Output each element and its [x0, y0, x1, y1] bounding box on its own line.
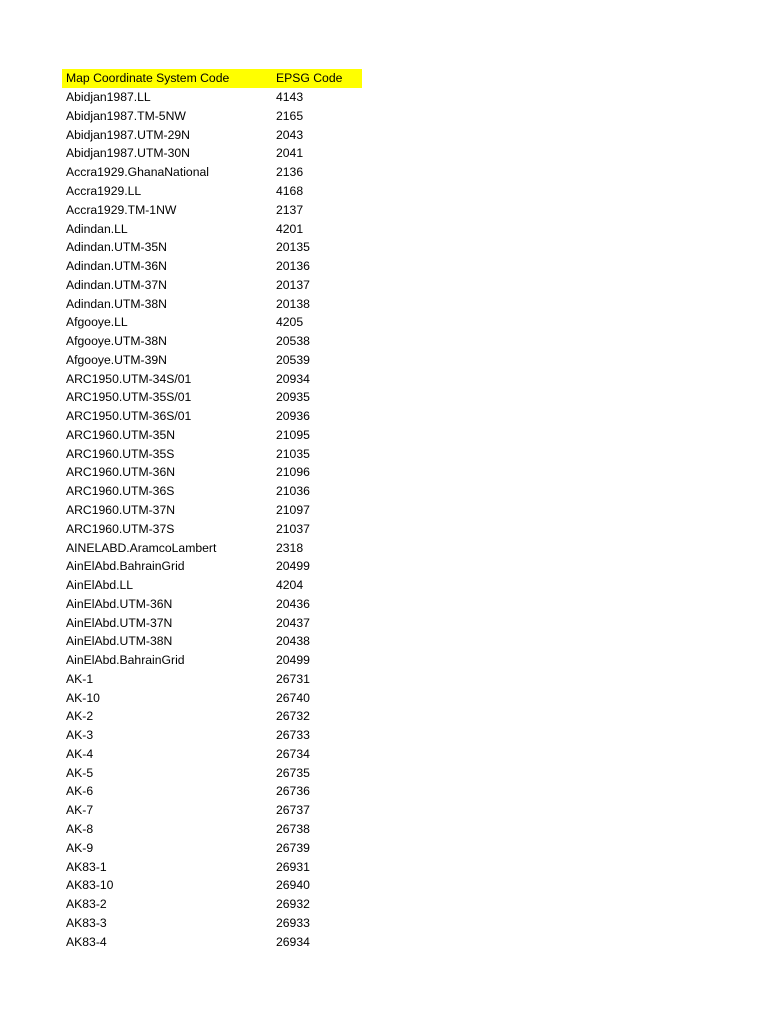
epsg-code-cell: 26737	[276, 803, 310, 818]
coordinate-system-code-cell: ARC1960.UTM-35S	[66, 446, 175, 461]
epsg-code-cell: 20438	[276, 634, 310, 649]
epsg-code-cell: 4205	[276, 315, 304, 330]
epsg-code-cell: 26739	[276, 840, 310, 855]
epsg-code-cell: 26732	[276, 709, 310, 724]
epsg-code-cell: 26735	[276, 765, 310, 780]
coordinate-system-code-cell: ARC1950.UTM-35S/01	[66, 390, 192, 405]
coordinate-system-code-cell: Accra1929.TM-1NW	[66, 202, 177, 217]
coordinate-system-code-cell: AK83-1	[66, 859, 107, 874]
coordinate-system-code-cell: ARC1960.UTM-36N	[66, 465, 176, 480]
coordinate-system-code-cell: AinElAbd.UTM-38N	[66, 634, 173, 649]
table-row	[62, 820, 362, 839]
coordinate-system-table	[62, 69, 362, 951]
coordinate-system-code-cell: AK-7	[66, 803, 94, 818]
table-row	[62, 913, 362, 932]
coordinate-system-code-cell: AK-6	[66, 784, 94, 799]
coordinate-system-code-cell: AK83-2	[66, 897, 107, 912]
epsg-code-cell: 20135	[276, 240, 310, 255]
table-row	[62, 576, 362, 595]
table-row	[62, 838, 362, 857]
coordinate-system-code-cell: Abidjan1987.LL	[66, 90, 151, 105]
epsg-code-cell: 4143	[276, 90, 304, 105]
table-row	[62, 200, 362, 219]
table-row	[62, 726, 362, 745]
epsg-code-cell: 20436	[276, 596, 310, 611]
epsg-code-cell: 26731	[276, 671, 310, 686]
coordinate-system-code-cell: Abidjan1987.UTM-29N	[66, 127, 190, 142]
epsg-code-cell: 21035	[276, 446, 310, 461]
coordinate-system-code-cell: Accra1929.LL	[66, 183, 142, 198]
coordinate-system-code-cell: ARC1950.UTM-34S/01	[66, 371, 192, 386]
table-row	[62, 426, 362, 445]
epsg-code-cell: 20138	[276, 296, 310, 311]
coordinate-system-code-cell: AinElAbd.UTM-36N	[66, 596, 173, 611]
coordinate-system-code-cell: AK83-4	[66, 934, 107, 949]
epsg-code-cell: 20499	[276, 559, 310, 574]
table-row	[62, 369, 362, 388]
table-row	[62, 144, 362, 163]
table-row	[62, 594, 362, 613]
table-row	[62, 107, 362, 126]
coordinate-system-code-cell: AK-10	[66, 690, 100, 705]
epsg-code-cell: 26940	[276, 878, 310, 893]
table-row	[62, 163, 362, 182]
table-row	[62, 407, 362, 426]
table-row	[62, 332, 362, 351]
epsg-code-cell: 26933	[276, 915, 310, 930]
epsg-code-cell: 2165	[276, 108, 304, 123]
coordinate-system-code-cell: AK-5	[66, 765, 94, 780]
coordinate-system-code-cell: ARC1960.UTM-37S	[66, 521, 175, 536]
coordinate-system-code-cell: AinElAbd.BahrainGrid	[66, 653, 185, 668]
table-row	[62, 519, 362, 538]
table-row	[62, 763, 362, 782]
epsg-code-cell: 2136	[276, 165, 304, 180]
coordinate-system-code-cell: ARC1960.UTM-35N	[66, 427, 176, 442]
epsg-code-cell: 20538	[276, 334, 310, 349]
table-row	[62, 688, 362, 707]
epsg-code-cell: 21036	[276, 484, 310, 499]
table-row	[62, 275, 362, 294]
epsg-code-cell: 2137	[276, 202, 304, 217]
epsg-code-cell: 4168	[276, 183, 304, 198]
epsg-code-cell: 26931	[276, 859, 310, 874]
coordinate-system-code-cell: AK-3	[66, 728, 94, 743]
epsg-code-cell: 2041	[276, 146, 304, 161]
table-row	[62, 501, 362, 520]
table-row	[62, 219, 362, 238]
coordinate-system-code-cell: Afgooye.UTM-39N	[66, 352, 167, 367]
table-row	[62, 482, 362, 501]
epsg-code-cell: 26738	[276, 822, 310, 836]
table-row	[62, 895, 362, 914]
coordinate-system-code-cell: ARC1950.UTM-36S/01	[66, 409, 192, 424]
coordinate-system-code-cell: ARC1960.UTM-37N	[66, 502, 176, 517]
epsg-code-cell: 26934	[276, 934, 310, 949]
epsg-code-cell: 2043	[276, 127, 304, 142]
epsg-code-cell: 21095	[276, 427, 310, 442]
table-row	[62, 857, 362, 876]
table-row	[62, 350, 362, 369]
table-row	[62, 782, 362, 801]
coordinate-system-code-cell: AINELABD.AramcoLambert	[66, 540, 217, 555]
epsg-code-cell: 20935	[276, 390, 310, 405]
table-row	[62, 745, 362, 764]
table-row	[62, 313, 362, 332]
epsg-code-cell: 20437	[276, 615, 310, 630]
table-row	[62, 538, 362, 557]
table-row	[62, 707, 362, 726]
table-row	[62, 88, 362, 107]
table-row	[62, 125, 362, 144]
coordinate-system-code-cell: Accra1929.GhanaNational	[66, 165, 209, 180]
coordinate-system-code-cell: AinElAbd.UTM-37N	[66, 615, 173, 630]
coordinate-system-code-cell: Adindan.UTM-37N	[66, 277, 167, 292]
coordinate-system-code-cell: Abidjan1987.UTM-30N	[66, 146, 190, 161]
epsg-code-cell: 21097	[276, 502, 310, 517]
table-row	[62, 651, 362, 670]
epsg-code-cell: 21096	[276, 465, 310, 480]
coordinate-system-code-cell: Afgooye.LL	[66, 315, 128, 330]
header-epsg-cell: EPSG Code	[276, 71, 343, 86]
coordinate-system-code-cell: AK-1	[66, 671, 94, 686]
table-row	[62, 632, 362, 651]
table-header-row	[62, 69, 362, 88]
coordinate-system-code-cell: Adindan.UTM-36N	[66, 259, 167, 274]
coordinate-system-code-cell: AK-9	[66, 840, 94, 855]
coordinate-system-code-cell: AK-8	[66, 822, 94, 836]
epsg-code-cell: 2318	[276, 540, 304, 555]
epsg-code-cell: 20539	[276, 352, 310, 367]
epsg-code-cell: 26736	[276, 784, 310, 799]
table-row	[62, 463, 362, 482]
table-body	[62, 88, 362, 951]
coordinate-system-code-cell: Abidjan1987.TM-5NW	[66, 108, 186, 123]
epsg-code-cell: 20499	[276, 653, 310, 668]
table-row	[62, 613, 362, 632]
table-row	[62, 444, 362, 463]
epsg-code-cell: 21037	[276, 521, 310, 536]
table-row	[62, 932, 362, 951]
table-row	[62, 257, 362, 276]
table-row	[62, 876, 362, 895]
epsg-code-cell: 26932	[276, 897, 310, 912]
table-row	[62, 670, 362, 689]
table-row	[62, 294, 362, 313]
epsg-code-cell: 26740	[276, 690, 310, 705]
table-row	[62, 388, 362, 407]
coordinate-system-code-cell: AK-4	[66, 746, 94, 761]
epsg-code-cell: 26734	[276, 746, 310, 761]
coordinate-system-code-cell: ARC1960.UTM-36S	[66, 484, 175, 499]
coordinate-system-code-cell: AK83-10	[66, 878, 114, 893]
epsg-code-cell: 20934	[276, 371, 310, 386]
coordinate-system-code-cell: AinElAbd.BahrainGrid	[66, 559, 185, 574]
coordinate-system-code-cell: Adindan.UTM-38N	[66, 296, 167, 311]
coordinate-system-code-cell: AinElAbd.LL	[66, 578, 134, 593]
table-row	[62, 238, 362, 257]
epsg-code-cell: 20136	[276, 259, 310, 274]
table-row	[62, 801, 362, 820]
coordinate-system-code-cell: Adindan.LL	[66, 221, 128, 236]
coordinate-system-code-cell: AK-2	[66, 709, 94, 724]
epsg-code-cell: 4201	[276, 221, 304, 236]
coordinate-system-code-cell: Adindan.UTM-35N	[66, 240, 167, 255]
table-row	[62, 557, 362, 576]
coordinate-system-code-cell: AK83-3	[66, 915, 107, 930]
epsg-code-cell: 4204	[276, 578, 304, 593]
epsg-code-cell: 26733	[276, 728, 310, 743]
coordinate-system-code-cell: Afgooye.UTM-38N	[66, 334, 167, 349]
table-row	[62, 182, 362, 201]
epsg-code-cell: 20936	[276, 409, 310, 424]
header-code-cell: Map Coordinate System Code	[66, 71, 230, 86]
epsg-code-cell: 20137	[276, 277, 310, 292]
